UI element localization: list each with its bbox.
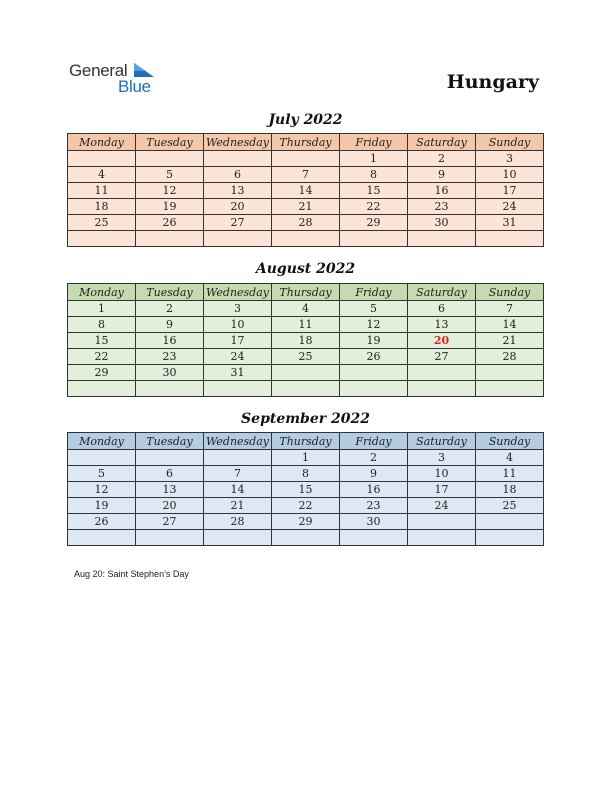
weekday-header: Saturday xyxy=(408,284,476,301)
day-cell xyxy=(136,231,204,247)
day-cell xyxy=(408,381,476,397)
day-cell: 8 xyxy=(68,317,136,333)
day-cell xyxy=(204,231,272,247)
day-cell: 30 xyxy=(136,365,204,381)
day-cell: 27 xyxy=(136,514,204,530)
day-cell: 29 xyxy=(340,215,408,231)
day-cell: 5 xyxy=(136,167,204,183)
day-cell: 22 xyxy=(68,349,136,365)
day-cell: 12 xyxy=(136,183,204,199)
day-cell xyxy=(68,381,136,397)
day-cell xyxy=(204,381,272,397)
day-cell: 1 xyxy=(68,301,136,317)
day-cell xyxy=(136,450,204,466)
day-cell: 21 xyxy=(476,333,544,349)
day-cell: 4 xyxy=(272,301,340,317)
week-row xyxy=(68,514,544,530)
calendar-august xyxy=(67,283,544,397)
day-cell: 6 xyxy=(408,301,476,317)
weekday-header: Friday xyxy=(340,284,408,301)
weekday-header: Wednesday xyxy=(204,433,272,450)
day-cell: 18 xyxy=(476,482,544,498)
day-cell: 21 xyxy=(272,199,340,215)
weekday-header: Monday xyxy=(68,134,136,151)
day-cell: 9 xyxy=(340,466,408,482)
day-cell: 10 xyxy=(408,466,476,482)
weekday-header: Wednesday xyxy=(204,134,272,151)
day-cell: 2 xyxy=(136,301,204,317)
day-cell: 25 xyxy=(272,349,340,365)
day-cell: 13 xyxy=(204,183,272,199)
weekday-header: Monday xyxy=(68,284,136,301)
day-cell: 30 xyxy=(408,215,476,231)
weekday-header-row xyxy=(68,134,544,151)
day-cell: 11 xyxy=(68,183,136,199)
day-cell xyxy=(136,381,204,397)
day-cell: 23 xyxy=(136,349,204,365)
day-cell: 25 xyxy=(68,215,136,231)
day-cell xyxy=(68,450,136,466)
weekday-header: Thursday xyxy=(272,134,340,151)
day-cell: 5 xyxy=(340,301,408,317)
day-cell: 27 xyxy=(408,349,476,365)
week-row xyxy=(68,333,544,349)
day-cell: 25 xyxy=(476,498,544,514)
day-cell xyxy=(272,151,340,167)
day-cell: 29 xyxy=(272,514,340,530)
day-cell xyxy=(408,530,476,546)
day-cell: 3 xyxy=(476,151,544,167)
day-cell xyxy=(68,151,136,167)
week-row xyxy=(68,167,544,183)
day-cell: 28 xyxy=(204,514,272,530)
weekday-header-row xyxy=(68,433,544,450)
weekday-header: Friday xyxy=(340,433,408,450)
day-cell: 15 xyxy=(340,183,408,199)
day-cell: 6 xyxy=(136,466,204,482)
weekday-header: Thursday xyxy=(272,284,340,301)
weekday-header-row xyxy=(68,284,544,301)
day-cell: 7 xyxy=(476,301,544,317)
day-cell: 16 xyxy=(136,333,204,349)
day-cell: 14 xyxy=(204,482,272,498)
day-cell xyxy=(68,530,136,546)
week-row xyxy=(68,151,544,167)
day-cell: 19 xyxy=(136,199,204,215)
day-cell: 22 xyxy=(340,199,408,215)
week-row xyxy=(68,199,544,215)
logo-text-general: General xyxy=(69,61,128,80)
day-cell xyxy=(204,450,272,466)
day-cell: 11 xyxy=(272,317,340,333)
weekday-header: Sunday xyxy=(476,134,544,151)
day-cell: 5 xyxy=(68,466,136,482)
day-cell xyxy=(204,530,272,546)
day-cell: 24 xyxy=(476,199,544,215)
day-cell: 1 xyxy=(340,151,408,167)
weekday-header: Sunday xyxy=(476,284,544,301)
country-title: Hungary xyxy=(446,71,539,93)
weekday-header: Tuesday xyxy=(136,433,204,450)
day-cell: 4 xyxy=(68,167,136,183)
day-cell: 4 xyxy=(476,450,544,466)
weekday-header: Tuesday xyxy=(136,284,204,301)
weekday-header: Friday xyxy=(340,134,408,151)
day-cell: 31 xyxy=(476,215,544,231)
day-cell xyxy=(476,381,544,397)
day-cell: 2 xyxy=(340,450,408,466)
day-cell: 13 xyxy=(408,317,476,333)
day-cell: 28 xyxy=(476,349,544,365)
day-cell: 27 xyxy=(204,215,272,231)
day-cell: 17 xyxy=(476,183,544,199)
day-cell: 18 xyxy=(272,333,340,349)
week-row xyxy=(68,466,544,482)
day-cell: 9 xyxy=(408,167,476,183)
day-cell: 6 xyxy=(204,167,272,183)
day-cell: 12 xyxy=(340,317,408,333)
day-cell xyxy=(408,365,476,381)
calendar-september xyxy=(67,432,544,546)
day-cell: 22 xyxy=(272,498,340,514)
week-row xyxy=(68,317,544,333)
logo-text-blue: Blue xyxy=(118,77,151,96)
day-cell: 17 xyxy=(408,482,476,498)
day-cell: 28 xyxy=(272,215,340,231)
day-cell: 10 xyxy=(204,317,272,333)
day-cell: 20 xyxy=(136,498,204,514)
week-row xyxy=(68,450,544,466)
weekday-header: Thursday xyxy=(272,433,340,450)
day-cell xyxy=(340,365,408,381)
week-row xyxy=(68,215,544,231)
weekday-header: Wednesday xyxy=(204,284,272,301)
day-cell xyxy=(340,530,408,546)
day-cell: 29 xyxy=(68,365,136,381)
month-title-august: August 2022 xyxy=(255,261,356,277)
day-cell: 9 xyxy=(136,317,204,333)
holiday-notes: Aug 20: Saint Stephen’s Day xyxy=(74,569,189,579)
weekday-header: Saturday xyxy=(408,433,476,450)
month-title-july: July 2022 xyxy=(268,112,343,128)
day-cell: 12 xyxy=(68,482,136,498)
weekday-header: Saturday xyxy=(408,134,476,151)
day-cell xyxy=(136,151,204,167)
day-cell xyxy=(340,381,408,397)
week-row xyxy=(68,349,544,365)
day-cell xyxy=(272,530,340,546)
weekday-header: Sunday xyxy=(476,433,544,450)
day-cell: 2 xyxy=(408,151,476,167)
day-cell xyxy=(272,231,340,247)
week-row xyxy=(68,530,544,546)
day-cell: 24 xyxy=(408,498,476,514)
day-cell: 18 xyxy=(68,199,136,215)
day-cell: 30 xyxy=(340,514,408,530)
day-cell xyxy=(408,231,476,247)
day-cell: 15 xyxy=(272,482,340,498)
day-cell xyxy=(272,365,340,381)
day-cell: 3 xyxy=(204,301,272,317)
day-cell: 14 xyxy=(272,183,340,199)
week-row xyxy=(68,231,544,247)
day-cell: 31 xyxy=(204,365,272,381)
week-row xyxy=(68,498,544,514)
day-cell: 16 xyxy=(340,482,408,498)
day-cell: 1 xyxy=(272,450,340,466)
week-row xyxy=(68,365,544,381)
day-cell: 26 xyxy=(136,215,204,231)
day-cell: 23 xyxy=(340,498,408,514)
day-cell: 8 xyxy=(340,167,408,183)
week-row xyxy=(68,183,544,199)
day-cell: 11 xyxy=(476,466,544,482)
logo xyxy=(69,61,169,97)
day-cell xyxy=(476,231,544,247)
day-cell: 3 xyxy=(408,450,476,466)
day-cell xyxy=(476,530,544,546)
weekday-header: Monday xyxy=(68,433,136,450)
day-cell: 14 xyxy=(476,317,544,333)
day-cell: 26 xyxy=(68,514,136,530)
day-cell: 19 xyxy=(340,333,408,349)
holiday-day-cell: 20 xyxy=(408,333,476,349)
month-title-september: September 2022 xyxy=(241,411,370,427)
day-cell xyxy=(204,151,272,167)
calendar-july xyxy=(67,133,544,247)
logo-flag-icon xyxy=(134,63,154,77)
week-row xyxy=(68,381,544,397)
day-cell: 17 xyxy=(204,333,272,349)
day-cell xyxy=(476,365,544,381)
day-cell xyxy=(272,381,340,397)
day-cell: 19 xyxy=(68,498,136,514)
day-cell: 7 xyxy=(204,466,272,482)
day-cell: 13 xyxy=(136,482,204,498)
day-cell: 8 xyxy=(272,466,340,482)
day-cell: 15 xyxy=(68,333,136,349)
day-cell xyxy=(476,514,544,530)
day-cell: 16 xyxy=(408,183,476,199)
day-cell xyxy=(136,530,204,546)
day-cell: 21 xyxy=(204,498,272,514)
day-cell xyxy=(408,514,476,530)
weekday-header: Tuesday xyxy=(136,134,204,151)
day-cell: 7 xyxy=(272,167,340,183)
day-cell: 26 xyxy=(340,349,408,365)
day-cell xyxy=(340,231,408,247)
week-row xyxy=(68,482,544,498)
day-cell xyxy=(68,231,136,247)
week-row xyxy=(68,301,544,317)
day-cell: 23 xyxy=(408,199,476,215)
day-cell: 24 xyxy=(204,349,272,365)
day-cell: 10 xyxy=(476,167,544,183)
day-cell: 20 xyxy=(204,199,272,215)
